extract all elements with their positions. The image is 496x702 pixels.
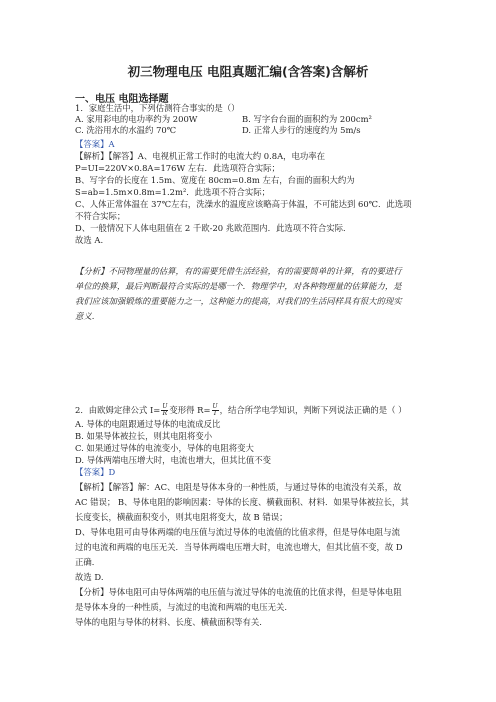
question-1-option-b: B. 写字台台面的面积约为 200cm² <box>242 114 372 124</box>
question-2-stem <box>75 404 407 417</box>
question-1-analysis-line: 意义. <box>75 311 95 321</box>
question-1-option-c: C. 洗浴用水的水温约 70℃ <box>75 125 177 135</box>
section-heading: 一、电压 电阻选择题 <box>75 94 169 105</box>
question-2-option-a: A. 导体的电阻跟通过导体的电流成反比 <box>75 419 221 429</box>
question-2-stem-start: 2．由欧姆定律公式 I= <box>75 405 161 415</box>
question-1-explanation-line: D、一般情况下人体电阻值在 2 千欧-20 兆欧范围内．此选项不符合实际． <box>75 223 352 233</box>
question-1-analysis-line: 【分析】不同物理量的估算，有的需要凭借生活经验，有的需要简单的计算，有的要进行 <box>75 266 402 276</box>
question-2-stem-end: ，结合所学电学知识，判断下列说法正确的是（ ） <box>219 405 407 415</box>
question-2-option-c: C. 如果通过导体的电流变小，导体的电阻将变大 <box>75 443 254 453</box>
question-2-analysis-line: 导体的电阻与导体的材料、长度、横截面积等有关. <box>75 617 262 627</box>
question-2-explanation-line: 【解析】【解答】解：AC、电阻是导体本身的一种性质，与通过导体的电流没有关系，故 <box>75 482 402 492</box>
fraction-u-over-r: $\frac{U}{R}$ <box>162 403 168 417</box>
question-1-explanation-line: P=UI=220V×0.8A=176W 左右．此选项符合实际； <box>75 163 280 173</box>
question-2-explanation-line: 故选 D. <box>75 572 104 582</box>
question-2-explanation-line: 长度变长，横截面积变小，则其电阻将变大，故 B 错误； <box>75 512 288 522</box>
question-2-option-b: B. 如果导体被拉长，则其电阻将变小 <box>75 431 213 441</box>
question-1-explanation-line: 不符合实际； <box>75 211 126 221</box>
question-1-explanation-line: C、人体正常体温在 37℃左右，洗澡水的温度应该略高于体温，不可能达到 60℃．此选项 <box>75 199 412 209</box>
question-1-analysis-line: 单位的换算，最后判断最符合实际的是哪一个．物理学中，对各种物理量的估算能力，是 <box>75 281 402 291</box>
question-1-analysis-line: 我们应该加强锻炼的重要能力之一，这种能力的提高，对我们的生活同样具有很大的现实 <box>75 296 402 306</box>
question-1-option-a: A. 家用彩电的电功率约为 200W <box>75 114 198 124</box>
question-2-analysis-line: 【分析】导体电阻可由导体两端的电压值与流过导体的电流值的比值求得，但是导体电阻 <box>75 587 402 597</box>
question-2-explanation-line: 过的电流和两端的电压无关．当导体两端电压增大时，电流也增大，但其比值不变，故 D <box>75 542 403 552</box>
question-1-option-d: D. 正常人步行的速度约为 5m/s <box>242 125 361 135</box>
question-2-analysis-line: 是导体本身的一种性质，与流过的电流和两端的电压无关. <box>75 602 288 612</box>
question-2-explanation-line: 正确． <box>75 557 101 567</box>
question-2-answer: 【答案】D <box>75 467 116 477</box>
question-1-explanation-line: B、写字台的长度在 1.5m、宽度在 80cm=0.8m 左右，台面的面积大约为 <box>75 175 355 185</box>
question-1-stem: 1．家庭生活中，下列估测符合事实的是（） <box>75 103 240 113</box>
fraction-u-over-i: $\frac{U}{I}$ <box>212 403 218 417</box>
question-2-stem-middle: 变形得 R= <box>169 405 211 415</box>
question-2-option-d: D. 导体两端电压增大时，电流也增大，但其比值不变 <box>75 455 271 465</box>
question-2-explanation-line: D、导体电阻可由导体两端的电压值与流过导体的电流值的比值求得，但是导体电阻与流 <box>75 527 400 537</box>
question-1-answer: 【答案】A <box>75 139 115 149</box>
question-2-explanation-line: AC 错误； B、导体电阻的影响因素：导体的长度、横截面积、材料．如果导体被拉长，其 <box>75 497 409 507</box>
question-1-explanation-line: 故选 A. <box>75 235 104 245</box>
question-1-explanation-line: S=ab=1.5m×0.8m=1.2m²．此选项不符合实际； <box>75 187 271 197</box>
question-1-explanation-line: 【解析】【解答】A、电视机正常工作时的电流大约 0.8A，电功率在 <box>75 151 326 161</box>
page-title: 初三物理电压 电阻真题汇编(含答案)含解析 <box>127 64 369 79</box>
